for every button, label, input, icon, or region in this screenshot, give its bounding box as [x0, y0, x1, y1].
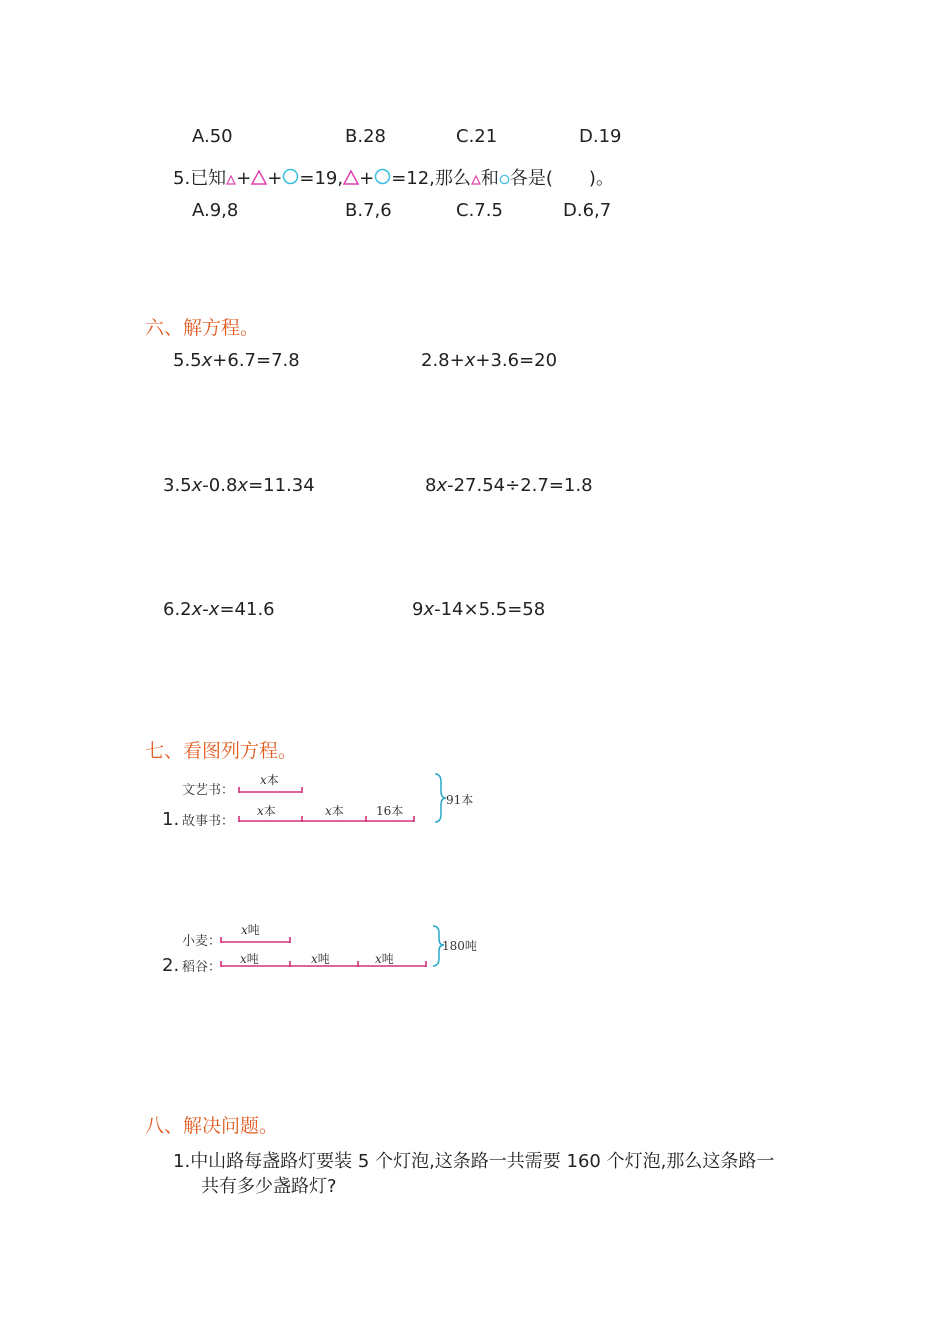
section-6-title: 六、解方程。 [145, 317, 260, 339]
diagram-1-row-2-segment-2: x本 [325, 804, 344, 818]
equation-4: 8x-27.54÷2.7=1.8 [425, 475, 593, 496]
q4-option-b: B.28 [345, 126, 386, 147]
diagram-2-number: 2. [162, 955, 180, 976]
equation-3: 3.5x-0.8x=11.34 [163, 475, 315, 496]
section-7-title: 七、看图列方程。 [145, 740, 298, 762]
q5-option-b: B.7,6 [345, 200, 392, 221]
problem-1-text: 中山路每盏路灯要装 5 个灯泡,这条路一共需要 160 个灯泡,那么这条路一 [190, 1151, 775, 1172]
section-8-title: 八、解决问题。 [145, 1115, 279, 1137]
equation-part: =19, [299, 168, 344, 189]
diagram-2-row-2-segment-2: x吨 [311, 952, 330, 966]
q5-number: 5. [173, 168, 191, 189]
diagram-1-row-2-segment-3: 16本 [376, 804, 404, 818]
diagram-1-total: 91本 [446, 793, 474, 807]
q5-tail: 各是( )。 [509, 168, 614, 189]
equation-part: =12,那么 [391, 168, 471, 189]
q4-option-a: A.50 [192, 126, 233, 147]
plus-sign: + [359, 168, 375, 189]
q5-option-a: A.9,8 [192, 200, 239, 221]
q4-option-c: C.21 [456, 126, 498, 147]
diagram-1-row-2-segment-1: x本 [257, 804, 276, 818]
equation-2: 2.8+x+3.6=20 [421, 350, 558, 371]
and-text: 和 [480, 168, 499, 189]
problem-1-line-2: 共有多少盏路灯? [201, 1176, 337, 1197]
brace-1 [435, 774, 446, 822]
equation-5: 6.2x-x=41.6 [163, 599, 275, 620]
diagram-1-row-2-label: 故事书： [182, 814, 235, 829]
q5-option-d: D.6,7 [563, 200, 612, 221]
diagram-2-row-2-label: 稻谷： [182, 960, 222, 975]
diagram-2-row-2-segment-1: x吨 [240, 952, 259, 966]
diagram-1-row-1-segment: x本 [260, 773, 279, 787]
equation-1: 5.5x+6.7=7.8 [173, 350, 300, 371]
q4-option-d: D.19 [579, 126, 622, 147]
diagram-2-row-1-label: 小麦： [182, 934, 222, 949]
equation-6: 9x-14×5.5=58 [412, 599, 546, 620]
diagram-2-row-2-segment-3: x吨 [375, 952, 394, 966]
problem-1-line-1 [173, 1147, 774, 1173]
plus-sign: + [236, 168, 252, 189]
diagram-1-row-1-label: 文艺书： [182, 783, 235, 798]
q5-text: 已知 [190, 168, 227, 189]
diagram-2-total: 180吨 [442, 939, 477, 953]
plus-sign: + [267, 168, 283, 189]
diagram-2-row-1-segment: x吨 [241, 923, 260, 937]
problem-1-number: 1. [173, 1151, 191, 1172]
diagram-1-number: 1. [162, 809, 180, 830]
q5-option-c: C.7.5 [456, 200, 503, 221]
